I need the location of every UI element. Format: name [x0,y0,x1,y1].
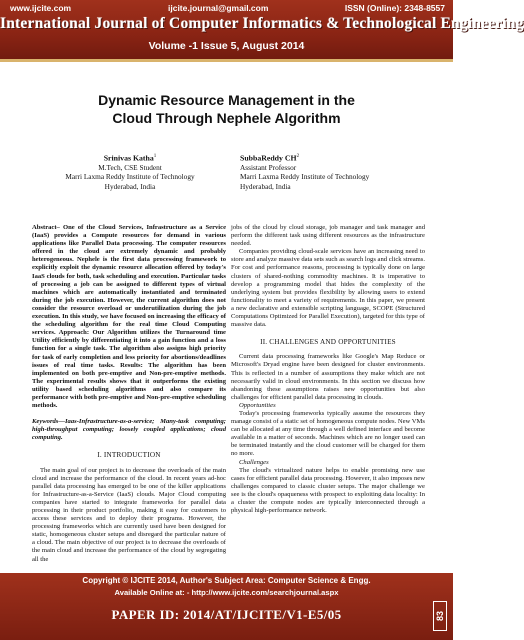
author-block-2 [240,152,440,191]
paper-title-line: Cloud Through Nephele Algorithm [112,110,341,126]
author-block-1 [40,152,220,191]
subheading-opportunities: Opportunities [239,401,276,409]
body-paragraph: Current data processing frameworks like Google's Map Reduce or Microsoft's Dryad engine have been designed for cluster environments. This is reflected in a number of assumptions they make which are not necessarily valid in cloud environments. In this section we discuss how abandoning these assumptions raises new opportunities but also challenges for efficient parallel data processing in clouds. [231,353,425,401]
journal-name: International Journal of Computer Informatics & Technological Engineering [0,15,524,32]
body-paragraph: The cloud's virtualized nature helps to enable promising new use cases for efficient parallel data processing. However, it also imposes new challenges compared to classic cluster setups. The major challenge we see is the cloud's opaqueness with prospect to exploiting data locality: In a cluster the compute nodes are typically interconnected through a physical high-performance network. [231,466,425,515]
author-superscript: 2 [296,154,300,159]
copyright-line: Copyright © IJCITE 2014, Author's Subject Area: Computer Science & Engg. [82,576,371,585]
body-paragraph: jobs of the cloud by cloud storage, job manager and task manager and perform the different task using different resources as the infrastructure needed. [231,224,425,248]
journal-website[interactable]: www.ijcite.com [10,3,72,13]
author-superscript: 1 [153,154,157,159]
journal-footer [0,573,453,640]
subheading-challenges: Challenges [239,458,269,466]
author-role: Assistant Professor [240,162,297,172]
body-paragraph: Companies providing cloud-scale services have an increasing need to store and analyze massive data sets such as search logs and click streams. For cost and performance reasons, processing is typically done on large clusters of shared-nothing commodity machines. It is imperative to develop a programming model that hides the complexity of the underlying system but provides flexibility by allowing users to extend functionality to meet a variety of requirements. In this paper, we present a new declarative and extensible scripting language, SCOPE (Structured Computations Optimized for Parallel Execution), targeted for this type of massive data. [231,248,425,329]
paper-id: PAPER ID: 2014/AT/IJCITE/V1-E5/05 [111,607,342,622]
journal-issn: ISSN (Online): 2348-8557 [344,3,445,13]
volume-issue: Volume -1 Issue 5, August 2014 [148,40,305,52]
author-name: SubbaReddy CH [240,153,297,163]
availability-line [0,588,453,597]
author-affiliation: Marri Laxma Reddy Institute of Technology [240,172,370,182]
section-heading-challenges: II. CHALLENGES AND OPPORTUNITIES [260,338,396,347]
author-affiliation: Marri Laxma Reddy Institute of Technology [65,172,195,182]
author-role: M.Tech, CSE Student [98,162,162,172]
section-heading-introduction: I. INTRODUCTION [97,451,161,460]
keywords: Keywords—Iaas-Infrastructure-as-a-service; Many-task computing; high-throughput computing; loosely coupled applications; cloud computing. [32,418,226,442]
banner-contact-row [0,1,453,15]
introduction-paragraph: The main goal of our project is to decrease the overloads of the main cloud and increase the performance of the cloud. In recent years ad-hoc parallel data processing has emerged to be one of the killer applications for Infrastructure-as-a-Service (IaaS) clouds. Major Cloud computing companies have started to integrate frameworks for parallel data processing in their product portfolio, making it easy for customers to access these services and to deploy their programs. However, the processing frameworks which are currently used have been designed for static, homogeneous cluster setups and disregard the particular nature of a cloud. The main objective of our project is to decrease the overloads of the main cloud and increase the performance of the cloud by segregating all the [32,466,226,563]
abstract: Abstract– One of the Cloud Services, Infrastructure as a Service (IaaS) provides a Compute resources for demand in various applications like Parallel Data processing. The computer resources offered in the cloud are extremely dynamic and probably heterogeneous. Nephele is the first data processing framework to explicitly exploit the dynamic resource allocation offered by today's IaaS clouds for both, task scheduling and execution. Particular tasks of processing a job can be assigned to different types of virtual machines which are automatically instantiated and terminated during the job execution. However, the current algorithm does not consider the resource overload or underutilization during the job execution. In this study, we have focused on increasing the efficacy of the scheduling algorithm for the real time Cloud Computing services. Approach: Our Algorithm utilizes the Turnaround time Utility efficiently by differentiating it into a gain function and a loss function for a single task. The algorithm also assigns high priority for task of early completion and less priority for abortions/deadlines issues of real time tasks. Results: The algorithm has been implemented on both pre-emptive and Non-pre-emptive methods. The experimental results shows that it outperforms the existing utility based scheduling algorithms and also compare its performance with both pre-emptive and Non-pre-emptive scheduling methods. [32,224,226,410]
paper-title-line: Dynamic Resource Management in the [98,92,355,108]
author-location: Hyderabad, India [104,181,156,191]
journal-email[interactable]: ijcite.journal@gmail.com [168,3,269,13]
author-location: Hyderabad, India [240,181,291,191]
journal-banner [0,0,524,62]
right-column [231,224,425,515]
page-number: 83 [434,610,445,622]
author-name: Srinivas Katha [103,153,154,163]
left-column [32,224,226,564]
available-url-link[interactable]: http://www.ijcite.com/searchjournal.aspx [191,588,339,597]
banner-divider [0,59,453,62]
available-label: Available Online at: - [114,588,190,597]
page-number-box [433,601,447,631]
paper-title [30,91,423,127]
body-paragraph: Today's processing frameworks typically assume the resources they manage consist of a static set of homogeneous compute nodes. New VMs can be allocated at any time through a well defined interface and become available in a matter of seconds. Machines which are no longer used can be terminated instantly and the cloud customer will be charged for them no more. [231,409,425,458]
